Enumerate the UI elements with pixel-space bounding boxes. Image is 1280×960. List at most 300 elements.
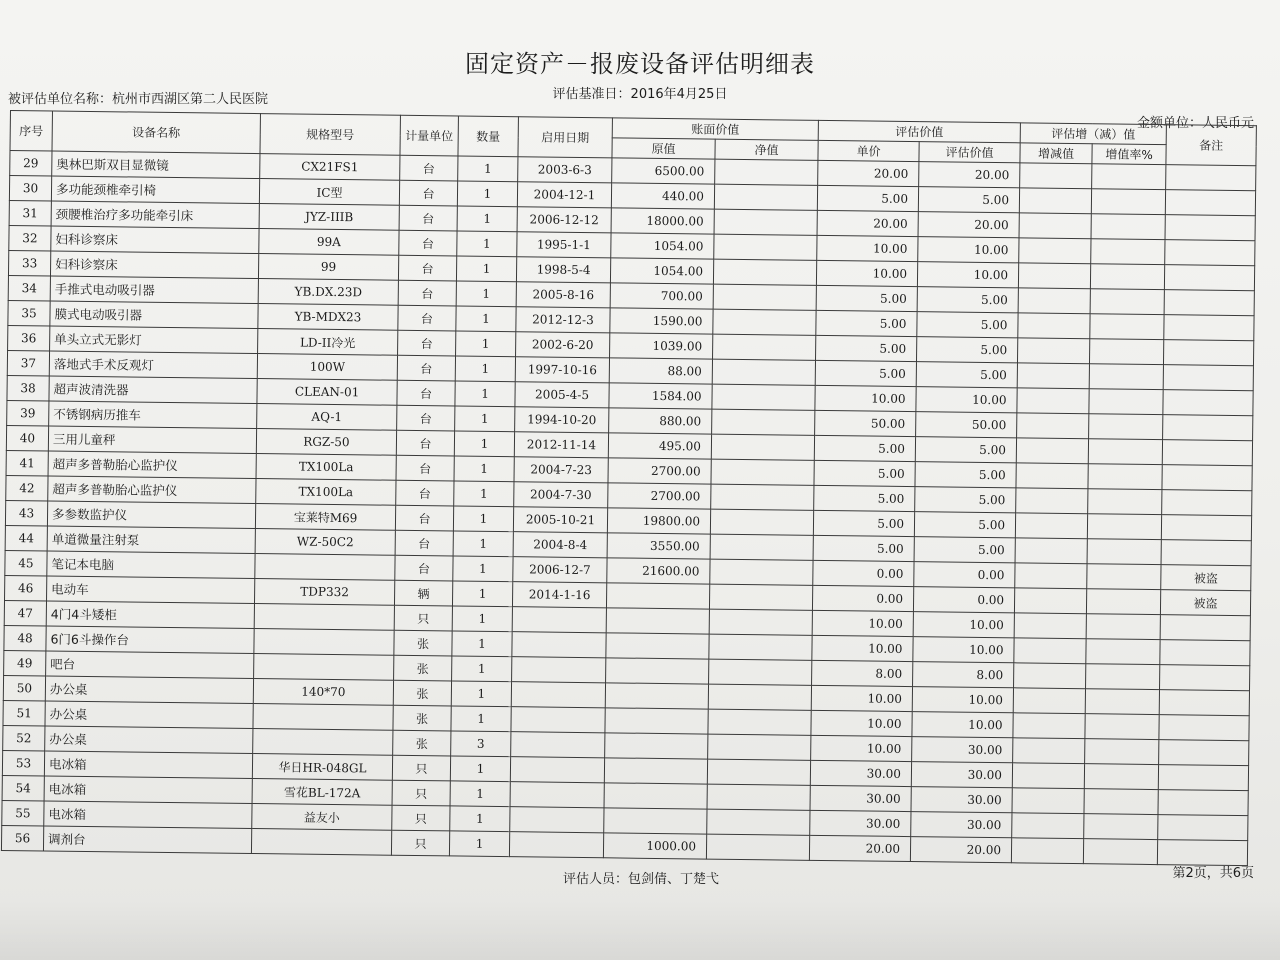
cell-qty: 3 [451, 731, 511, 757]
cell-name: 奥林巴斯双目显微镜 [52, 151, 260, 179]
assessed-unit-name: 被评估单位名称：杭州市西湖区第二人民医院 [8, 92, 269, 107]
cell-book-original: 6500.00 [612, 158, 715, 184]
cell-change-rate [1087, 564, 1161, 590]
cell-unit-price: 20.00 [817, 210, 918, 236]
cell-model: TX100La [256, 479, 396, 506]
cell-unit-price: 5.00 [816, 285, 917, 311]
cell-book-original: 1000.00 [603, 833, 706, 859]
cell-change-amount [1013, 738, 1085, 764]
cell-change-rate [1087, 539, 1161, 565]
cell-change-rate [1088, 464, 1162, 490]
cell-assess-value: 10.00 [916, 387, 1017, 413]
cell-seq: 34 [8, 275, 50, 301]
cell-seq: 45 [5, 550, 47, 576]
asset-table [1, 110, 1257, 866]
cell-qty: 1 [453, 506, 513, 532]
cell-start-date [511, 707, 605, 733]
cell-change-rate [1091, 214, 1165, 240]
cell-name: 办公桌 [45, 726, 253, 754]
cell-name: 电冰箱 [44, 801, 252, 829]
cell-remark [1161, 540, 1251, 566]
cell-model [253, 729, 393, 756]
cell-book-net [706, 834, 809, 860]
cell-remark: 被盗 [1161, 565, 1251, 591]
cell-book-net [712, 409, 815, 435]
cell-change-amount [1014, 663, 1086, 689]
cell-change-amount [1018, 288, 1090, 314]
cell-book-original: 88.00 [609, 358, 712, 384]
cell-book-original: 2700.00 [608, 458, 711, 484]
cell-unit-price: 10.00 [817, 235, 918, 261]
cell-remark [1164, 340, 1254, 366]
cell-seq: 52 [3, 725, 45, 751]
cell-name: 超声多普勒胎心监护仪 [48, 451, 256, 479]
cell-start-date: 1998-5-4 [516, 257, 610, 283]
cell-change-rate [1091, 189, 1165, 215]
cell-book-original: 1584.00 [609, 383, 712, 409]
cell-start-date: 2002-6-20 [516, 332, 610, 358]
cell-model [254, 654, 394, 681]
cell-book-original [605, 683, 708, 709]
cell-start-date [509, 832, 603, 858]
header-change-rate: 增值率% [1092, 144, 1166, 165]
cell-remark [1158, 790, 1248, 816]
cell-remark [1160, 640, 1250, 666]
cell-assess-value: 30.00 [911, 812, 1012, 838]
cell-remark [1164, 315, 1254, 341]
cell-qty: 1 [452, 631, 512, 657]
header-name: 设备名称 [52, 111, 260, 154]
cell-unit: 台 [398, 330, 456, 356]
cell-qty: 1 [454, 456, 514, 482]
cell-assess-value: 20.00 [918, 212, 1019, 238]
cell-qty: 1 [457, 231, 517, 257]
cell-model: 宝莱特M69 [255, 504, 395, 531]
cell-change-amount [1019, 213, 1091, 239]
cell-unit: 只 [392, 755, 450, 781]
cell-unit: 台 [397, 405, 455, 431]
cell-unit-price: 10.00 [812, 635, 913, 661]
cell-remark [1165, 190, 1255, 216]
cell-assess-value: 10.00 [913, 612, 1014, 638]
cell-unit: 台 [397, 380, 455, 406]
cell-qty: 1 [456, 331, 516, 357]
cell-book-original [606, 633, 709, 659]
cell-unit-price: 5.00 [814, 485, 915, 511]
cell-seq: 30 [9, 176, 51, 202]
cell-book-net [709, 634, 812, 660]
cell-start-date [510, 782, 604, 808]
cell-start-date [512, 657, 606, 683]
cell-qty: 1 [454, 481, 514, 507]
cell-model: YB-MDX23 [258, 304, 398, 331]
cell-book-net [709, 659, 812, 685]
cell-name: 落地式手术反观灯 [49, 351, 257, 379]
cell-change-amount [1016, 488, 1088, 514]
cell-book-net [707, 809, 810, 835]
cell-qty: 1 [449, 831, 509, 857]
cell-name: 超声多普勒胎心监护仪 [48, 476, 256, 504]
cell-book-original: 1039.00 [610, 333, 713, 359]
cell-remark [1166, 165, 1256, 191]
cell-start-date: 1995-1-1 [517, 232, 611, 258]
cell-name: 电冰箱 [44, 751, 252, 779]
cell-book-original: 2700.00 [608, 483, 711, 509]
header-seq: 序号 [10, 111, 52, 152]
header-start-date: 启用日期 [518, 117, 612, 158]
cell-seq: 32 [9, 225, 51, 251]
cell-remark [1164, 290, 1254, 316]
cell-change-rate [1090, 264, 1164, 290]
cell-unit-price: 5.00 [815, 360, 916, 386]
cell-assess-value: 0.00 [913, 587, 1014, 613]
assessor-names: 评估人员：包剑倩、丁楚弋 [563, 872, 720, 887]
cell-book-original: 1054.00 [610, 258, 713, 284]
cell-book-net [710, 534, 813, 560]
cell-assess-value: 5.00 [917, 287, 1018, 313]
cell-seq: 33 [8, 250, 50, 276]
cell-model: RGZ-50 [256, 429, 396, 456]
cell-book-net [714, 234, 817, 260]
cell-qty: 1 [450, 806, 510, 832]
cell-assess-value: 10.00 [912, 712, 1013, 738]
cell-name: 三用儿童秤 [48, 426, 256, 454]
cell-model: WZ-50C2 [255, 529, 395, 556]
cell-start-date: 2004-8-4 [513, 532, 607, 558]
cell-change-rate [1085, 739, 1159, 765]
cell-seq: 53 [2, 750, 44, 776]
cell-name: 单道微量注射泵 [47, 526, 255, 554]
cell-book-original [606, 583, 709, 609]
cell-name: 超声波清洗器 [49, 376, 257, 404]
cell-start-date [510, 807, 604, 833]
cell-book-net [710, 509, 813, 535]
cell-unit: 张 [394, 655, 452, 681]
cell-unit: 台 [396, 455, 454, 481]
cell-remark [1158, 765, 1248, 791]
cell-change-amount [1012, 763, 1084, 789]
header-remark: 备注 [1166, 125, 1256, 166]
cell-assess-value: 10.00 [917, 262, 1018, 288]
cell-book-original [605, 733, 708, 759]
cell-change-amount [1019, 238, 1091, 264]
header-change-amount: 增减值 [1020, 143, 1092, 164]
cell-change-amount [1012, 788, 1084, 814]
cell-remark [1159, 740, 1249, 766]
cell-remark: 被盗 [1160, 590, 1250, 616]
cell-change-rate [1084, 814, 1158, 840]
cell-change-amount [1016, 463, 1088, 489]
cell-book-original: 880.00 [609, 408, 712, 434]
base-date: 评估基准日：2016年4月25日 [552, 87, 728, 102]
cell-seq: 38 [7, 375, 49, 401]
cell-assess-value: 0.00 [914, 562, 1015, 588]
cell-assess-value: 50.00 [916, 412, 1017, 438]
cell-unit-price: 10.00 [811, 685, 912, 711]
cell-assess-value: 5.00 [915, 437, 1016, 463]
cell-change-amount [1013, 713, 1085, 739]
cell-model: IC型 [259, 179, 399, 206]
cell-model: 100W [257, 354, 397, 381]
cell-unit: 台 [395, 530, 453, 556]
cell-name: 电冰箱 [44, 776, 252, 804]
cell-unit-price: 5.00 [816, 310, 917, 336]
header-model: 规格型号 [260, 114, 400, 156]
cell-unit-price: 30.00 [810, 810, 911, 836]
cell-change-amount [1020, 163, 1092, 189]
cell-change-rate [1089, 414, 1163, 440]
header-assess-value: 评估价值 [818, 120, 1020, 142]
cell-change-amount [1015, 538, 1087, 564]
cell-remark [1161, 515, 1251, 541]
cell-book-original: 19800.00 [607, 508, 710, 534]
cell-change-amount [1019, 188, 1091, 214]
header-assess-price: 评估价值 [919, 142, 1020, 163]
cell-assess-value: 8.00 [913, 662, 1014, 688]
cell-assess-value: 5.00 [917, 312, 1018, 338]
cell-start-date: 2012-12-3 [516, 307, 610, 333]
cell-change-amount [1017, 413, 1089, 439]
cell-unit-price: 10.00 [815, 385, 916, 411]
cell-unit: 只 [394, 605, 452, 631]
cell-book-original: 1590.00 [610, 308, 713, 334]
cell-change-rate [1090, 314, 1164, 340]
cell-start-date: 2005-4-5 [515, 382, 609, 408]
cell-change-rate [1086, 639, 1160, 665]
cell-change-rate [1083, 839, 1157, 865]
cell-unit-price: 10.00 [811, 735, 912, 761]
cell-model: 雪花BL-172A [252, 779, 392, 806]
cell-seq: 48 [4, 625, 46, 651]
cell-book-net [713, 259, 816, 285]
header-book-original: 原值 [612, 138, 715, 159]
cell-name: 手推式电动吸引器 [50, 276, 258, 304]
cell-assess-value: 5.00 [918, 187, 1019, 213]
cell-assess-value: 30.00 [912, 737, 1013, 763]
cell-name: 办公桌 [45, 676, 253, 704]
cell-assess-value: 30.00 [911, 787, 1012, 813]
cell-book-net [712, 384, 815, 410]
cell-unit-price: 5.00 [816, 335, 917, 361]
cell-unit: 辆 [394, 580, 452, 606]
cell-qty: 1 [450, 781, 510, 807]
cell-assess-value: 30.00 [911, 762, 1012, 788]
cell-qty: 1 [451, 681, 511, 707]
cell-unit-price: 10.00 [812, 610, 913, 636]
cell-seq: 35 [8, 300, 50, 326]
cell-book-net [708, 684, 811, 710]
cell-model: YB.DX.23D [258, 279, 398, 306]
cell-name: 妇科诊察床 [50, 251, 258, 279]
cell-model [251, 829, 391, 856]
cell-change-amount [1018, 313, 1090, 339]
cell-seq: 42 [6, 475, 48, 501]
cell-model: 140*70 [253, 679, 393, 706]
cell-book-original: 3550.00 [607, 533, 710, 559]
cell-unit: 台 [399, 230, 457, 256]
cell-book-original [606, 608, 709, 634]
cell-book-original [605, 708, 708, 734]
cell-change-rate [1088, 439, 1162, 465]
cell-qty: 1 [455, 406, 515, 432]
cell-book-original: 440.00 [611, 183, 714, 209]
header-change: 评估增（减）值 [1020, 123, 1166, 145]
cell-assess-value: 10.00 [918, 237, 1019, 263]
page-number: 第2页，共6页 [1172, 866, 1254, 881]
cell-book-net [714, 184, 817, 210]
cell-seq: 40 [6, 425, 48, 451]
cell-book-net [708, 734, 811, 760]
cell-remark [1164, 265, 1254, 291]
cell-book-original: 21600.00 [607, 558, 710, 584]
cell-start-date: 2004-12-1 [517, 182, 611, 208]
paper-shadow [0, 900, 1280, 960]
cell-name: 不锈钢病历推车 [49, 401, 257, 429]
cell-book-net [711, 459, 814, 485]
table-body [1, 151, 1256, 866]
cell-assess-value: 10.00 [913, 637, 1014, 663]
cell-unit: 台 [396, 480, 454, 506]
cell-unit-price: 5.00 [814, 460, 915, 486]
cell-start-date [510, 757, 604, 783]
cell-unit-price: 20.00 [818, 160, 919, 186]
cell-unit-price: 5.00 [813, 535, 914, 561]
cell-change-rate [1086, 589, 1160, 615]
cell-name: 妇科诊察床 [51, 226, 259, 254]
cell-change-rate [1091, 239, 1165, 265]
cell-qty: 1 [458, 156, 518, 182]
cell-change-amount [1012, 813, 1084, 839]
cell-name: 颈腰椎治疗多功能牵引床 [51, 201, 259, 229]
cell-seq: 37 [7, 350, 49, 376]
cell-change-amount [1014, 613, 1086, 639]
cell-qty: 1 [456, 306, 516, 332]
cell-start-date: 2012-11-14 [514, 432, 608, 458]
cell-unit: 台 [399, 205, 457, 231]
cell-qty: 1 [455, 381, 515, 407]
cell-change-rate [1092, 164, 1166, 190]
cell-unit-price: 30.00 [810, 785, 911, 811]
cell-unit-price: 30.00 [810, 760, 911, 786]
cell-qty: 1 [452, 606, 512, 632]
cell-model: AQ-1 [257, 404, 397, 431]
cell-unit: 台 [398, 255, 456, 281]
cell-change-rate [1089, 389, 1163, 415]
cell-unit-price: 0.00 [812, 585, 913, 611]
cell-name: 单头立式无影灯 [50, 326, 258, 354]
cell-qty: 1 [451, 706, 511, 732]
cell-book-original [604, 808, 707, 834]
cell-model: 华日HR-048GL [252, 754, 392, 781]
cell-model [253, 704, 393, 731]
cell-book-net [715, 159, 818, 185]
cell-unit: 张 [394, 630, 452, 656]
cell-change-rate [1085, 689, 1159, 715]
cell-book-net [713, 284, 816, 310]
cell-unit: 只 [392, 780, 450, 806]
cell-seq: 43 [5, 500, 47, 526]
cell-assess-value: 20.00 [910, 837, 1011, 863]
cell-change-amount [1018, 263, 1090, 289]
cell-start-date [511, 682, 605, 708]
header-unit: 计量单位 [400, 115, 458, 156]
cell-unit: 台 [396, 430, 454, 456]
cell-qty: 1 [453, 531, 513, 557]
cell-book-net [709, 609, 812, 635]
cell-change-rate [1088, 489, 1162, 515]
cell-model: CLEAN-01 [257, 379, 397, 406]
cell-book-original: 495.00 [608, 433, 711, 459]
cell-unit: 台 [395, 555, 453, 581]
cell-unit: 张 [393, 680, 451, 706]
cell-change-amount [1018, 338, 1090, 364]
cell-seq: 47 [4, 600, 46, 626]
cell-qty: 1 [453, 556, 513, 582]
cell-qty: 1 [457, 181, 517, 207]
cell-unit-price: 10.00 [816, 260, 917, 286]
cell-model: 99 [258, 254, 398, 281]
cell-seq: 29 [10, 151, 52, 177]
cell-assess-value: 5.00 [914, 537, 1015, 563]
cell-start-date: 1997-10-16 [515, 357, 609, 383]
cell-remark [1162, 465, 1252, 491]
cell-unit: 台 [398, 305, 456, 331]
cell-remark [1165, 215, 1255, 241]
cell-change-rate [1084, 789, 1158, 815]
cell-unit: 只 [391, 830, 449, 856]
cell-qty: 1 [455, 356, 515, 382]
cell-change-amount [1017, 363, 1089, 389]
cell-book-net [714, 209, 817, 235]
cell-start-date: 2005-10-21 [513, 507, 607, 533]
cell-remark [1163, 365, 1253, 391]
cell-qty: 1 [450, 756, 510, 782]
cell-name: 调剂台 [43, 826, 251, 854]
cell-change-amount [1013, 688, 1085, 714]
cell-book-net [711, 434, 814, 460]
cell-change-rate [1090, 289, 1164, 315]
cell-unit: 张 [393, 705, 451, 731]
cell-book-original: 18000.00 [611, 208, 714, 234]
cell-assess-value: 10.00 [912, 687, 1013, 713]
cell-unit-price: 8.00 [812, 660, 913, 686]
cell-change-rate [1086, 664, 1160, 690]
cell-remark [1160, 665, 1250, 691]
cell-seq: 49 [4, 650, 46, 676]
cell-change-amount [1011, 838, 1083, 864]
cell-unit: 台 [395, 505, 453, 531]
cell-remark [1162, 440, 1252, 466]
cell-book-net [708, 709, 811, 735]
cell-unit-price: 10.00 [811, 710, 912, 736]
cell-qty: 1 [454, 431, 514, 457]
cell-change-amount [1014, 638, 1086, 664]
cell-name: 办公桌 [45, 701, 253, 729]
cell-start-date: 2004-7-23 [514, 457, 608, 483]
cell-change-amount [1014, 588, 1086, 614]
cell-unit-price: 50.00 [815, 410, 916, 436]
cell-assess-value: 5.00 [915, 487, 1016, 513]
cell-start-date: 2004-7-30 [514, 482, 608, 508]
cell-seq: 55 [2, 800, 44, 826]
cell-assess-value: 5.00 [916, 362, 1017, 388]
cell-qty: 1 [452, 581, 512, 607]
cell-unit-price: 5.00 [817, 185, 918, 211]
cell-book-original [606, 658, 709, 684]
cell-remark [1162, 490, 1252, 516]
cell-qty: 1 [456, 256, 516, 282]
cell-start-date: 2006-12-7 [513, 557, 607, 583]
